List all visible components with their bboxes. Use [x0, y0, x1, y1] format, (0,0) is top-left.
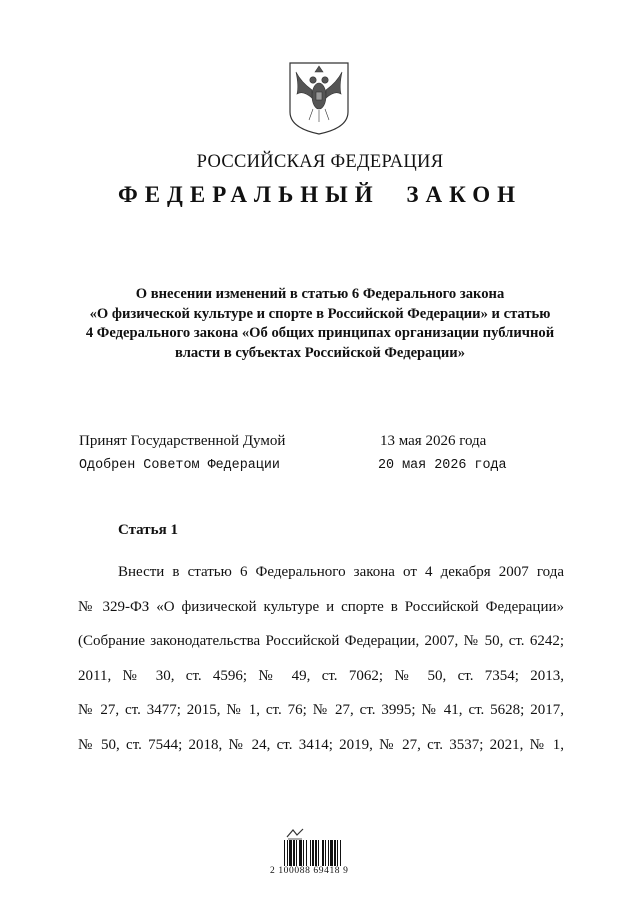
article-line: № 329-ФЗ «О физической культуре и спорте в Российской Федерации» [78, 598, 564, 615]
article-line: 2011, № 30, ст. 4596; № 49, ст. 7062; № 50, ст. 7354; 2013, [78, 667, 564, 684]
printer-logo-icon [285, 827, 305, 841]
coat-of-arms-emblem-icon [287, 60, 351, 136]
law-title [70, 285, 570, 363]
barcode-number: 2 100088 69418 9 [270, 866, 349, 876]
law-title-line: «О физической культуре и спорте в Российской Федерации» и статью [89, 305, 551, 322]
council-approval-label: Одобрен Советом Федерации [79, 458, 280, 473]
barcode-icon [284, 840, 362, 866]
article-line: (Собрание законодательства Российской Федерации, 2007, № 50, ст. 6242; [78, 633, 564, 649]
article-line: № 50, ст. 7544; 2018, № 24, ст. 3414; 2019, № 27, ст. 3537; 2021, № 1, [78, 736, 564, 753]
duma-adoption-label: Принят Государственной Думой [79, 433, 286, 449]
country-name: РОССИЙСКАЯ ФЕДЕРАЦИЯ [196, 152, 444, 172]
document-type: ФЕДЕРАЛЬНЫЙ ЗАКОН [117, 182, 523, 207]
law-title-line: 4 Федерального закона «Об общих принципах организации публичной [85, 325, 555, 341]
article-body [78, 555, 564, 762]
article-line: № 27, ст. 3477; 2015, № 1, ст. 76; № 27, ст. 3995; № 41, ст. 5628; 2017, [78, 702, 564, 718]
duma-adoption-date: 13 мая 2026 года [380, 433, 487, 449]
law-title-line: О внесении изменений в статью 6 Федерального закона [135, 286, 505, 302]
council-approval-date: 20 мая 2026 года [378, 458, 507, 473]
article-heading: Статья 1 [118, 522, 178, 538]
article-line: Внести в статью 6 Федерального закона от 4 декабря 2007 года [118, 564, 564, 580]
law-title-line: власти в субъектах Российской Федерации» [175, 344, 465, 361]
